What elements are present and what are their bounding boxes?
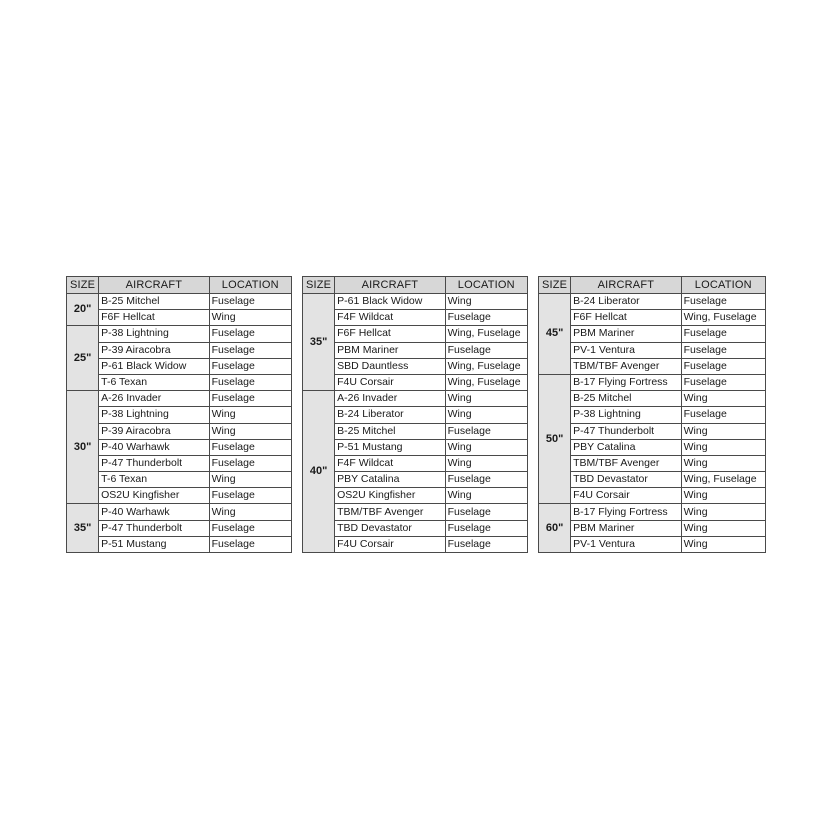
table-row	[67, 439, 292, 455]
table-row	[303, 294, 528, 310]
table-row	[67, 374, 292, 390]
location-cell: Fuselage	[209, 439, 291, 455]
location-cell: Fuselage	[209, 294, 291, 310]
aircraft-cell: B-17 Flying Fortress	[571, 504, 681, 520]
aircraft-cell: PBM Mariner	[335, 342, 445, 358]
table-row	[303, 423, 528, 439]
location-cell: Wing	[209, 407, 291, 423]
table-row	[539, 358, 766, 374]
location-cell: Fuselage	[209, 488, 291, 504]
aircraft-cell: PBY Catalina	[335, 472, 445, 488]
location-cell: Fuselage	[209, 326, 291, 342]
table-body	[303, 294, 528, 553]
table-row	[539, 326, 766, 342]
table-row	[67, 326, 292, 342]
location-cell: Wing	[681, 488, 765, 504]
location-cell: Fuselage	[681, 358, 765, 374]
aircraft-cell: P-51 Mustang	[335, 439, 445, 455]
location-header: LOCATION	[209, 277, 291, 294]
aircraft-header: AIRCRAFT	[99, 277, 209, 294]
location-cell: Fuselage	[445, 342, 527, 358]
table-row	[67, 423, 292, 439]
table-row	[303, 326, 528, 342]
table-row	[539, 391, 766, 407]
location-cell: Wing	[681, 536, 765, 552]
table-row	[539, 439, 766, 455]
table-row	[539, 310, 766, 326]
aircraft-cell: F4F Wildcat	[335, 310, 445, 326]
aircraft-cell: OS2U Kingfisher	[99, 488, 209, 504]
location-cell: Wing	[681, 391, 765, 407]
aircraft-cell: P-38 Lightning	[571, 407, 681, 423]
aircraft-cell: P-40 Warhawk	[99, 504, 209, 520]
table-row	[303, 455, 528, 471]
location-cell: Fuselage	[681, 407, 765, 423]
location-cell: Fuselage	[209, 358, 291, 374]
location-cell: Wing, Fuselage	[681, 310, 765, 326]
table-row	[303, 374, 528, 390]
location-cell: Fuselage	[209, 520, 291, 536]
header-row	[67, 277, 292, 294]
table-row	[539, 407, 766, 423]
location-cell: Fuselage	[681, 294, 765, 310]
aircraft-cell: A-26 Invader	[99, 391, 209, 407]
size-cell: 20"	[67, 294, 99, 326]
size-cell: 40"	[303, 391, 335, 553]
table-row	[303, 342, 528, 358]
aircraft-cell: F4U Corsair	[571, 488, 681, 504]
aircraft-cell: P-47 Thunderbolt	[99, 455, 209, 471]
size-cell: 35"	[303, 294, 335, 391]
table-row	[539, 520, 766, 536]
aircraft-cell: T-6 Texan	[99, 472, 209, 488]
location-cell: Wing	[681, 504, 765, 520]
table-row	[67, 391, 292, 407]
aircraft-cell: P-47 Thunderbolt	[99, 520, 209, 536]
table-row	[539, 488, 766, 504]
aircraft-cell: SBD Dauntless	[335, 358, 445, 374]
location-cell: Fuselage	[445, 310, 527, 326]
aircraft-cell: PBM Mariner	[571, 520, 681, 536]
aircraft-cell: F4F Wildcat	[335, 455, 445, 471]
aircraft-cell: F4U Corsair	[335, 374, 445, 390]
table-row	[539, 294, 766, 310]
location-header: LOCATION	[681, 277, 765, 294]
table-row	[67, 536, 292, 552]
aircraft-cell: P-61 Black Widow	[99, 358, 209, 374]
size-cell: 45"	[539, 294, 571, 375]
location-cell: Fuselage	[681, 374, 765, 390]
aircraft-cell: B-25 Mitchel	[571, 391, 681, 407]
location-cell: Fuselage	[209, 536, 291, 552]
location-cell: Fuselage	[445, 472, 527, 488]
size-table-3	[538, 276, 766, 553]
location-cell: Fuselage	[681, 342, 765, 358]
location-cell: Wing, Fuselage	[445, 326, 527, 342]
aircraft-cell: TBM/TBF Avenger	[335, 504, 445, 520]
location-cell: Fuselage	[445, 536, 527, 552]
table-row	[303, 310, 528, 326]
table-row	[303, 536, 528, 552]
location-cell: Wing	[681, 423, 765, 439]
aircraft-cell: B-24 Liberator	[571, 294, 681, 310]
location-cell: Wing, Fuselage	[445, 374, 527, 390]
aircraft-cell: PV-1 Ventura	[571, 536, 681, 552]
aircraft-cell: F6F Hellcat	[335, 326, 445, 342]
location-cell: Wing	[209, 423, 291, 439]
table-row	[539, 374, 766, 390]
size-cell: 25"	[67, 326, 99, 391]
aircraft-cell: B-17 Flying Fortress	[571, 374, 681, 390]
table-row	[303, 488, 528, 504]
table-row	[67, 504, 292, 520]
aircraft-cell: P-61 Black Widow	[335, 294, 445, 310]
table-row	[67, 294, 292, 310]
table-row	[303, 520, 528, 536]
table-row	[539, 504, 766, 520]
table-row	[67, 472, 292, 488]
location-cell: Wing	[445, 391, 527, 407]
location-header: LOCATION	[445, 277, 527, 294]
size-cell: 60"	[539, 504, 571, 553]
location-cell: Wing	[681, 455, 765, 471]
table-row	[67, 358, 292, 374]
size-header: SIZE	[539, 277, 571, 294]
location-cell: Wing	[445, 439, 527, 455]
aircraft-cell: TBD Devastator	[335, 520, 445, 536]
table-body	[67, 294, 292, 553]
aircraft-cell: B-25 Mitchel	[99, 294, 209, 310]
table-row	[303, 358, 528, 374]
table-row	[67, 455, 292, 471]
aircraft-cell: P-38 Lightning	[99, 326, 209, 342]
header-row	[303, 277, 528, 294]
aircraft-cell: A-26 Invader	[335, 391, 445, 407]
location-cell: Fuselage	[209, 455, 291, 471]
table-row	[539, 536, 766, 552]
table-row	[539, 342, 766, 358]
aircraft-cell: PV-1 Ventura	[571, 342, 681, 358]
location-cell: Wing	[209, 472, 291, 488]
location-cell: Fuselage	[209, 391, 291, 407]
location-cell: Wing, Fuselage	[445, 358, 527, 374]
aircraft-cell: OS2U Kingfisher	[335, 488, 445, 504]
location-cell: Fuselage	[445, 423, 527, 439]
aircraft-cell: P-47 Thunderbolt	[571, 423, 681, 439]
aircraft-cell: F6F Hellcat	[99, 310, 209, 326]
location-cell: Wing	[445, 407, 527, 423]
location-cell: Fuselage	[445, 504, 527, 520]
table-row	[303, 504, 528, 520]
location-cell: Fuselage	[209, 374, 291, 390]
aircraft-cell: P-38 Lightning	[99, 407, 209, 423]
location-cell: Wing	[445, 488, 527, 504]
aircraft-cell: PBY Catalina	[571, 439, 681, 455]
location-cell: Fuselage	[445, 520, 527, 536]
location-cell: Wing	[445, 455, 527, 471]
table-row	[67, 488, 292, 504]
aircraft-cell: TBM/TBF Avenger	[571, 358, 681, 374]
location-cell: Wing	[681, 520, 765, 536]
location-cell: Wing	[209, 310, 291, 326]
table-row	[67, 310, 292, 326]
aircraft-cell: T-6 Texan	[99, 374, 209, 390]
location-cell: Wing	[209, 504, 291, 520]
aircraft-header: AIRCRAFT	[571, 277, 681, 294]
size-table-2	[302, 276, 528, 553]
aircraft-cell: P-39 Airacobra	[99, 423, 209, 439]
aircraft-cell: P-39 Airacobra	[99, 342, 209, 358]
table-row	[539, 472, 766, 488]
aircraft-cell: B-24 Liberator	[335, 407, 445, 423]
aircraft-cell: B-25 Mitchel	[335, 423, 445, 439]
header-row	[539, 277, 766, 294]
size-cell: 30"	[67, 391, 99, 504]
location-cell: Wing, Fuselage	[681, 472, 765, 488]
table-row	[539, 455, 766, 471]
size-header: SIZE	[67, 277, 99, 294]
table-row	[67, 342, 292, 358]
location-cell: Wing	[681, 439, 765, 455]
table-row	[303, 391, 528, 407]
table-row	[303, 472, 528, 488]
location-cell: Fuselage	[209, 342, 291, 358]
table-body	[539, 294, 766, 553]
table-row	[67, 407, 292, 423]
aircraft-cell: P-40 Warhawk	[99, 439, 209, 455]
aircraft-cell: F4U Corsair	[335, 536, 445, 552]
table-row	[303, 439, 528, 455]
size-cell: 50"	[539, 374, 571, 504]
aircraft-header: AIRCRAFT	[335, 277, 445, 294]
aircraft-cell: TBD Devastator	[571, 472, 681, 488]
table-row	[67, 520, 292, 536]
size-table-1	[66, 276, 292, 553]
table-row	[539, 423, 766, 439]
size-header: SIZE	[303, 277, 335, 294]
table-row	[303, 407, 528, 423]
aircraft-cell: F6F Hellcat	[571, 310, 681, 326]
aircraft-cell: P-51 Mustang	[99, 536, 209, 552]
size-cell: 35"	[67, 504, 99, 553]
aircraft-cell: PBM Mariner	[571, 326, 681, 342]
location-cell: Wing	[445, 294, 527, 310]
location-cell: Fuselage	[681, 326, 765, 342]
aircraft-cell: TBM/TBF Avenger	[571, 455, 681, 471]
